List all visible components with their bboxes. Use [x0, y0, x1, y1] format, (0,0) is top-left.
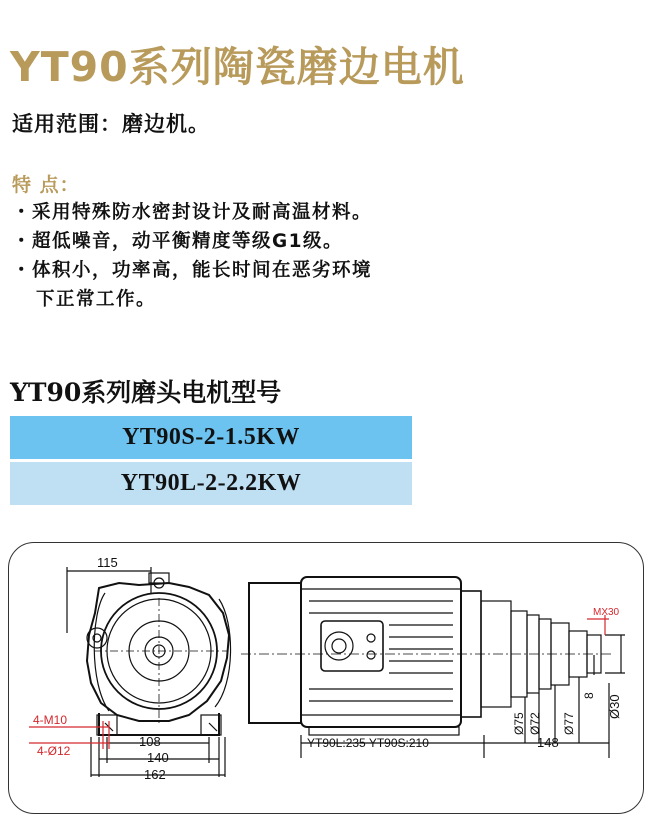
models-title: YT90系列磨头电机型号: [10, 378, 282, 407]
model-row-yt90s: YT90S-2-1.5KW: [10, 416, 412, 459]
motor-side-view: [241, 577, 613, 735]
dim-8-label: 8: [582, 692, 596, 699]
dim-length-label: YT90L:235 YT90S:210: [307, 736, 429, 750]
dim-115-label: 115: [97, 555, 118, 570]
feature-item: ・体积小，功率高，能长时间在恶劣环境: [12, 260, 373, 281]
motor-front-view: [67, 567, 231, 735]
dim-phi75-label: Ø75: [512, 712, 526, 735]
dimension-drawing: [8, 542, 644, 814]
dim-140-label: 140: [147, 750, 169, 765]
model-row-yt90l: YT90L-2-2.2KW: [10, 462, 412, 505]
feature-item-continuation: 下正常工作。: [36, 289, 157, 310]
dim-phi72-label: Ø72: [528, 712, 542, 735]
dim-mx30-label: MX30: [593, 607, 620, 618]
features-label: 特 点：: [12, 174, 80, 196]
features-list: [12, 198, 372, 314]
page-title: YT90系列陶瓷磨边电机: [10, 43, 465, 91]
motor-drawing-svg: [9, 543, 643, 813]
feature-item: ・超低噪音，动平衡精度等级G1级。: [12, 231, 344, 252]
dim-4phi12-label: 4-Ø12: [37, 744, 71, 758]
dim-148-label: 148: [537, 735, 559, 750]
application-scope: 适用范围：磨边机。: [12, 112, 210, 136]
dim-phi77-label: Ø77: [562, 712, 576, 735]
feature-item: ・采用特殊防水密封设计及耐高温材料。: [12, 202, 373, 223]
dim-108-label: 108: [139, 734, 161, 749]
dim-162-label: 162: [144, 767, 166, 782]
dim-phi30-label: Ø30: [607, 694, 622, 719]
dim-4m10-label: 4-M10: [33, 713, 68, 727]
